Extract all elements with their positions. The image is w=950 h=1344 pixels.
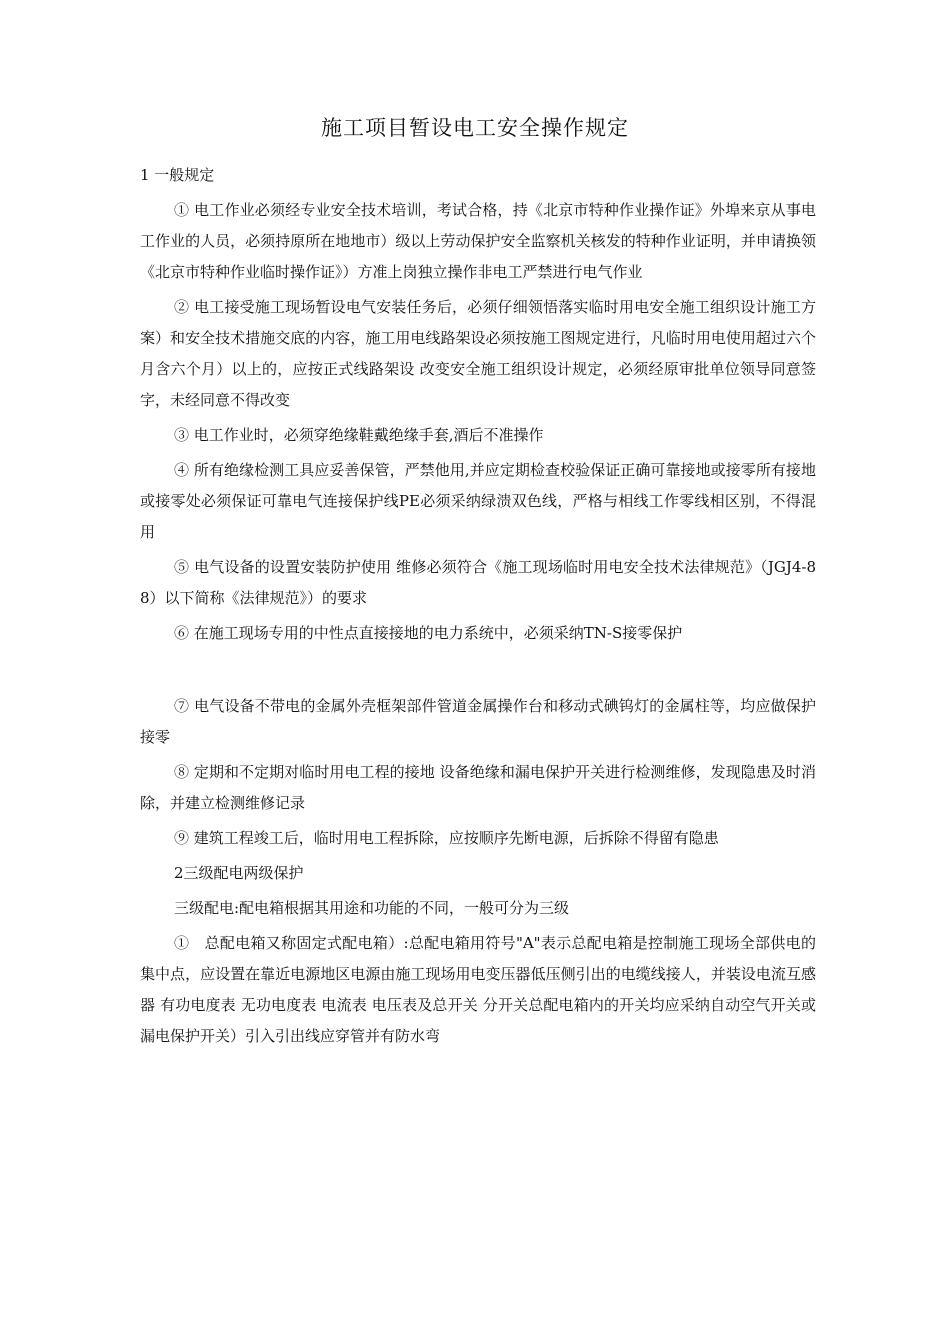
section-2-intro: 三级配电:配电箱根据其用途和功能的不同，一般可分为三级	[174, 899, 570, 917]
section-1-heading: 1 一般规定	[140, 166, 215, 184]
document-title: 施工项目暂设电工安全操作规定	[321, 116, 629, 140]
paragraph-1: ① 电工作业必须经专业安全技术培训，考试合格，持《北京市特种作业操作证》外埠来京从事电工作业的人员，必须持原所在地地市）级以上劳动保护安全监察机关核发的特种作业证明，并申请换领《北京市特种作业临时操作证》）方准上岗独立操作非电工严禁进行电气作业	[140, 201, 816, 281]
paragraph-4: ④ 所有绝缘检测工具应妥善保管，严禁他用,并应定期检查校验保证正确可靠接地或接零所有接地或接零处必须保证可靠电气连接保护线PE必须采纳绿溃双色线，严格与相线工作零线相区别，不得混用	[140, 461, 816, 541]
document-body	[140, 160, 816, 1056]
section-2-item-1: ① 总配电箱又称固定式配电箱）:总配电箱用符号"A"表示总配电箱是控制施工现场全部供电的集中点，应设置在靠近电源地区电源由施工现场用电变压器低压侧引出的电缆线接人，并装设电流互感器 有功电度表 无功电度表 电流表 电压表及总开关 分开关总配电箱内的开关均应采纳自动空气开关或漏电保护开关）引入引出线应穿管并有防水弯	[140, 934, 816, 1045]
paragraph-7: ⑦ 电气设备不带电的金属外壳框架部件管道金属操作台和移动式碘钨灯的金属柱等，均应做保护接零	[140, 697, 816, 746]
paragraph-9: ⑨ 建筑工程竣工后，临时用电工程拆除，应按顺序先断电源，后拆除不得留有隐患	[174, 829, 719, 847]
paragraph-3: ③ 电工作业时，必须穿绝缘鞋戴绝缘手套,酒后不准操作	[174, 426, 544, 444]
paragraph-8: ⑧ 定期和不定期对临时用电工程的接地 设备绝缘和漏电保护开关进行检测维修，发现隐患及时消除，并建立检测维修记录	[140, 763, 816, 812]
section-2-heading: 2三级配电两级保护	[174, 864, 304, 882]
paragraph-5: ⑤ 电气设备的设置安装防护使用 维修必须符合《施工现场临时用电安全技术法律规范》（JGJ4-88）以下简称《法律规范》）的要求	[140, 558, 816, 607]
paragraph-6: ⑥ 在施工现场专用的中性点直接接地的电力系统中，必须采纳TN-S接零保护	[174, 624, 683, 642]
paragraph-2: ② 电工接受施工现场暂设电气安装任务后，必须仔细领悟落实临时用电安全施工组织设计施工方案）和安全技术措施交底的内容，施工用电线路架设必须按施工图规定进行，凡临时用电使用超过六个月含六个月）以上的，应按正式线路架设 改变安全施工组织设计规定，必须经原审批单位领导同意签字，未经同意不得改变	[140, 298, 816, 409]
